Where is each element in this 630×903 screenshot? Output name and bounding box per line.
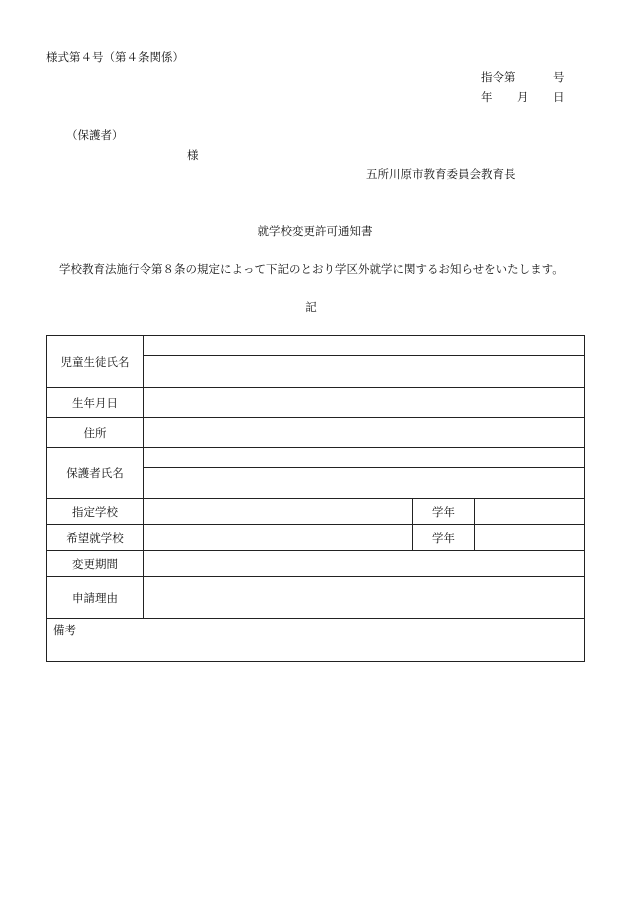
desired-school-field[interactable] [144, 525, 413, 551]
address-field[interactable] [144, 418, 585, 448]
desired-school-grade-label: 学年 [413, 525, 475, 551]
ki-heading: 記 [305, 300, 317, 314]
guardian-name-furigana-field[interactable] [144, 448, 585, 468]
body-text: 学校教育法施行令第８条の規定によって下記のとおり学区外就学に関するお知らせをいたします。 [59, 262, 564, 276]
issuer: 五所川原市教育委員会教育長 [366, 167, 516, 181]
student-name-furigana-field[interactable] [144, 336, 585, 356]
form-table [46, 335, 585, 662]
designated-school-label: 指定学校 [47, 499, 144, 525]
student-name-label: 児童生徒氏名 [47, 336, 144, 388]
designated-school-grade-label: 学年 [413, 499, 475, 525]
form-number: 様式第４号（第４条関係） [46, 50, 184, 64]
reason-label: 申請理由 [47, 577, 144, 619]
date-month: 月 [517, 90, 529, 104]
reason-field[interactable] [144, 577, 585, 619]
student-name-field[interactable] [144, 356, 585, 388]
address-label: 住所 [47, 418, 144, 448]
remarks-label: 備考 [53, 623, 76, 637]
honorific: 様 [187, 148, 199, 162]
desired-school-grade-field[interactable] [475, 525, 585, 551]
change-period-field[interactable] [144, 551, 585, 577]
guardian-name-field[interactable] [144, 468, 585, 499]
birthdate-label: 生年月日 [47, 388, 144, 418]
date-day: 日 [553, 90, 565, 104]
remarks-cell[interactable] [47, 619, 585, 662]
change-period-label: 変更期間 [47, 551, 144, 577]
guardian-name-label: 保護者氏名 [47, 448, 144, 499]
guardian-label: （保護者） [66, 128, 124, 142]
designated-school-field[interactable] [144, 499, 413, 525]
reference-number-label: 指令第 [481, 70, 516, 84]
reference-number-suffix: 号 [553, 70, 565, 84]
designated-school-grade-field[interactable] [475, 499, 585, 525]
date-year: 年 [481, 90, 493, 104]
desired-school-label: 希望就学校 [47, 525, 144, 551]
document-title: 就学校変更許可通知書 [257, 224, 373, 238]
birthdate-field[interactable] [144, 388, 585, 418]
